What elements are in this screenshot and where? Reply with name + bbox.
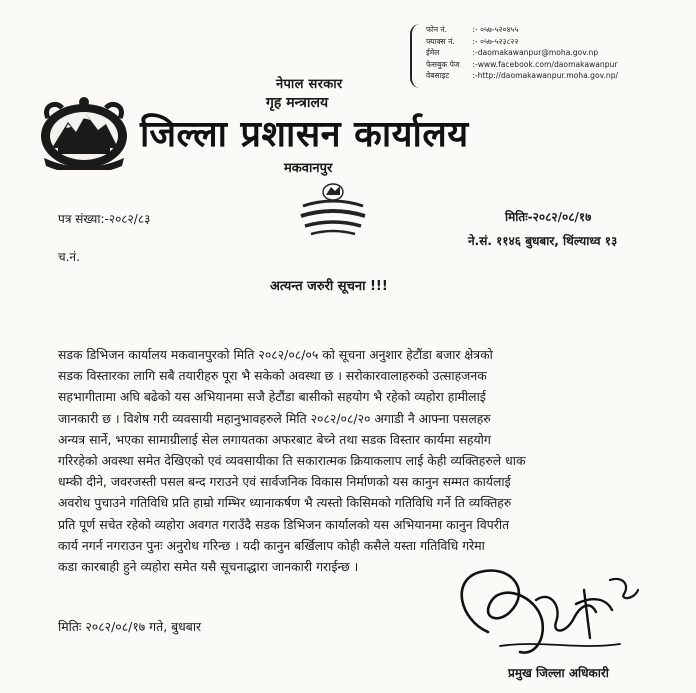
notice-body [58,344,668,577]
signatory-designation: प्रमुख जिल्ला अधिकारी [508,666,609,680]
ministry-name: गृह मन्त्रालय [266,95,329,111]
website-value: :-http://daomakawanpur.moha.gov.np/ [472,71,619,81]
notice-line: सहभागीतामा अघि बढेको यस अभियानमा सजै हेटौंडा बासीको सहयोग भै रहेको व्यहोरा हामीलाई [58,389,486,405]
office-seal-icon [295,178,371,238]
notice-line: सडक डिभिजन कार्यालय मकवानपुरको मिति २०८२/०८/०५ को सूचना अनुशार हेटौंडा बजार क्षेत्रको [58,347,493,362]
contact-fax [426,36,691,48]
contact-facebook [426,59,691,71]
reference-number: पत्र संख्या:-२०८२/८३ [58,212,151,226]
notice-line: कार्य नगर्न नगराउन पुनः अनुरोध गरिन्छ । यदी कानुन बर्खिलाप कोही कसैले यस्ता गतिविधि गरेमा [58,537,485,553]
signature-icon [440,560,650,670]
phone-label: फोन नं. [426,25,448,34]
phone-value: :- ०५७-५२०४५५ [472,25,519,34]
contact-phone [426,24,691,36]
notice-line: अवरोध पुचाउने गतिविधि प्रति हाम्रो गम्भिर ध्यानाकर्षण भै त्यस्तो किसिमको गतिविधि गर्ने ति व्यक्तिहरु [58,495,512,511]
notice-line: सडक विस्तारका लागि सबै तयारीहरु पूरा भै सकेको अवस्था छ । सरोकारवालाहरुको उत्साहजनक [58,368,487,384]
nepal-sambat-date: ने.सं. ११४६ बुधबार, थिंल्याध्व १३ [468,234,618,248]
notice-line: प्रति पूर्ण सचेत रहेको व्यहोरा अवगत गराउँदै सडक डिभिजन कार्यालको यस अभियानमा कानुन विपरीत [58,516,510,532]
contact-email [426,47,691,59]
notice-line: गरिरहेको अवस्था समेत देखिएको एवं व्यवसायीका ति सकारात्मक क्रियाकलाप लाई केही व्यक्तिहरुले धाक [58,453,526,469]
notice-line: कडा कारबाही हुने व्यहोरा समेत यसै सूचनाद्धारा जानकारी गराईन्छ । [58,559,359,575]
contact-block [426,24,691,82]
notice-line: धम्की दीने, जवरजस्ती पसल बन्द गराउने एवं सार्वजनिक विकास निर्माणको यस कानुन सम्मत कार्यलाई [58,474,511,490]
email-label: ईमेल [426,48,440,58]
nepal-emblem-icon [38,96,130,170]
fax-value: :- ०५७-५२३८२२ [472,36,519,46]
district-name: मकवानपुर [284,161,333,176]
letter-date: मितिः-२०८२/०८/१७ [505,210,592,224]
notice-line: जानकारी छ । विशेष गरी व्यवसायी महानुभावहरुले मिति २०८२/०८/२० अगाडी नै आफ्ना पसलहरु [58,410,491,426]
notice-title: अत्यन्त जरुरी सूचना !!! [270,279,388,294]
dispatch-number: च.नं. [58,250,80,264]
contact-website [426,70,691,82]
fax-label: फ्याक्स नं. [426,36,455,46]
email-value: :-daomakawanpur@moha.gov.np [472,48,599,58]
facebook-label: फेसबुक पेज [426,59,460,69]
website-label: वेबसाइट [426,71,450,81]
contact-brace [410,24,426,88]
facebook-value: :-www.facebook.com/daomakawanpur [472,59,618,69]
signed-date: मितिः २०८२/०८/१७ गते, बुधबार [58,619,202,634]
government-name: नेपाल सरकार [276,77,343,92]
notice-line: अन्यत्र सार्ने, भएका सामाग्रीलाई सेल लगायतका अफरबाट बेच्ने तथा सडक विस्तार कार्यमा सहयोग [58,431,491,447]
office-title: जिल्ला प्रशासन कार्यालय [140,113,469,155]
